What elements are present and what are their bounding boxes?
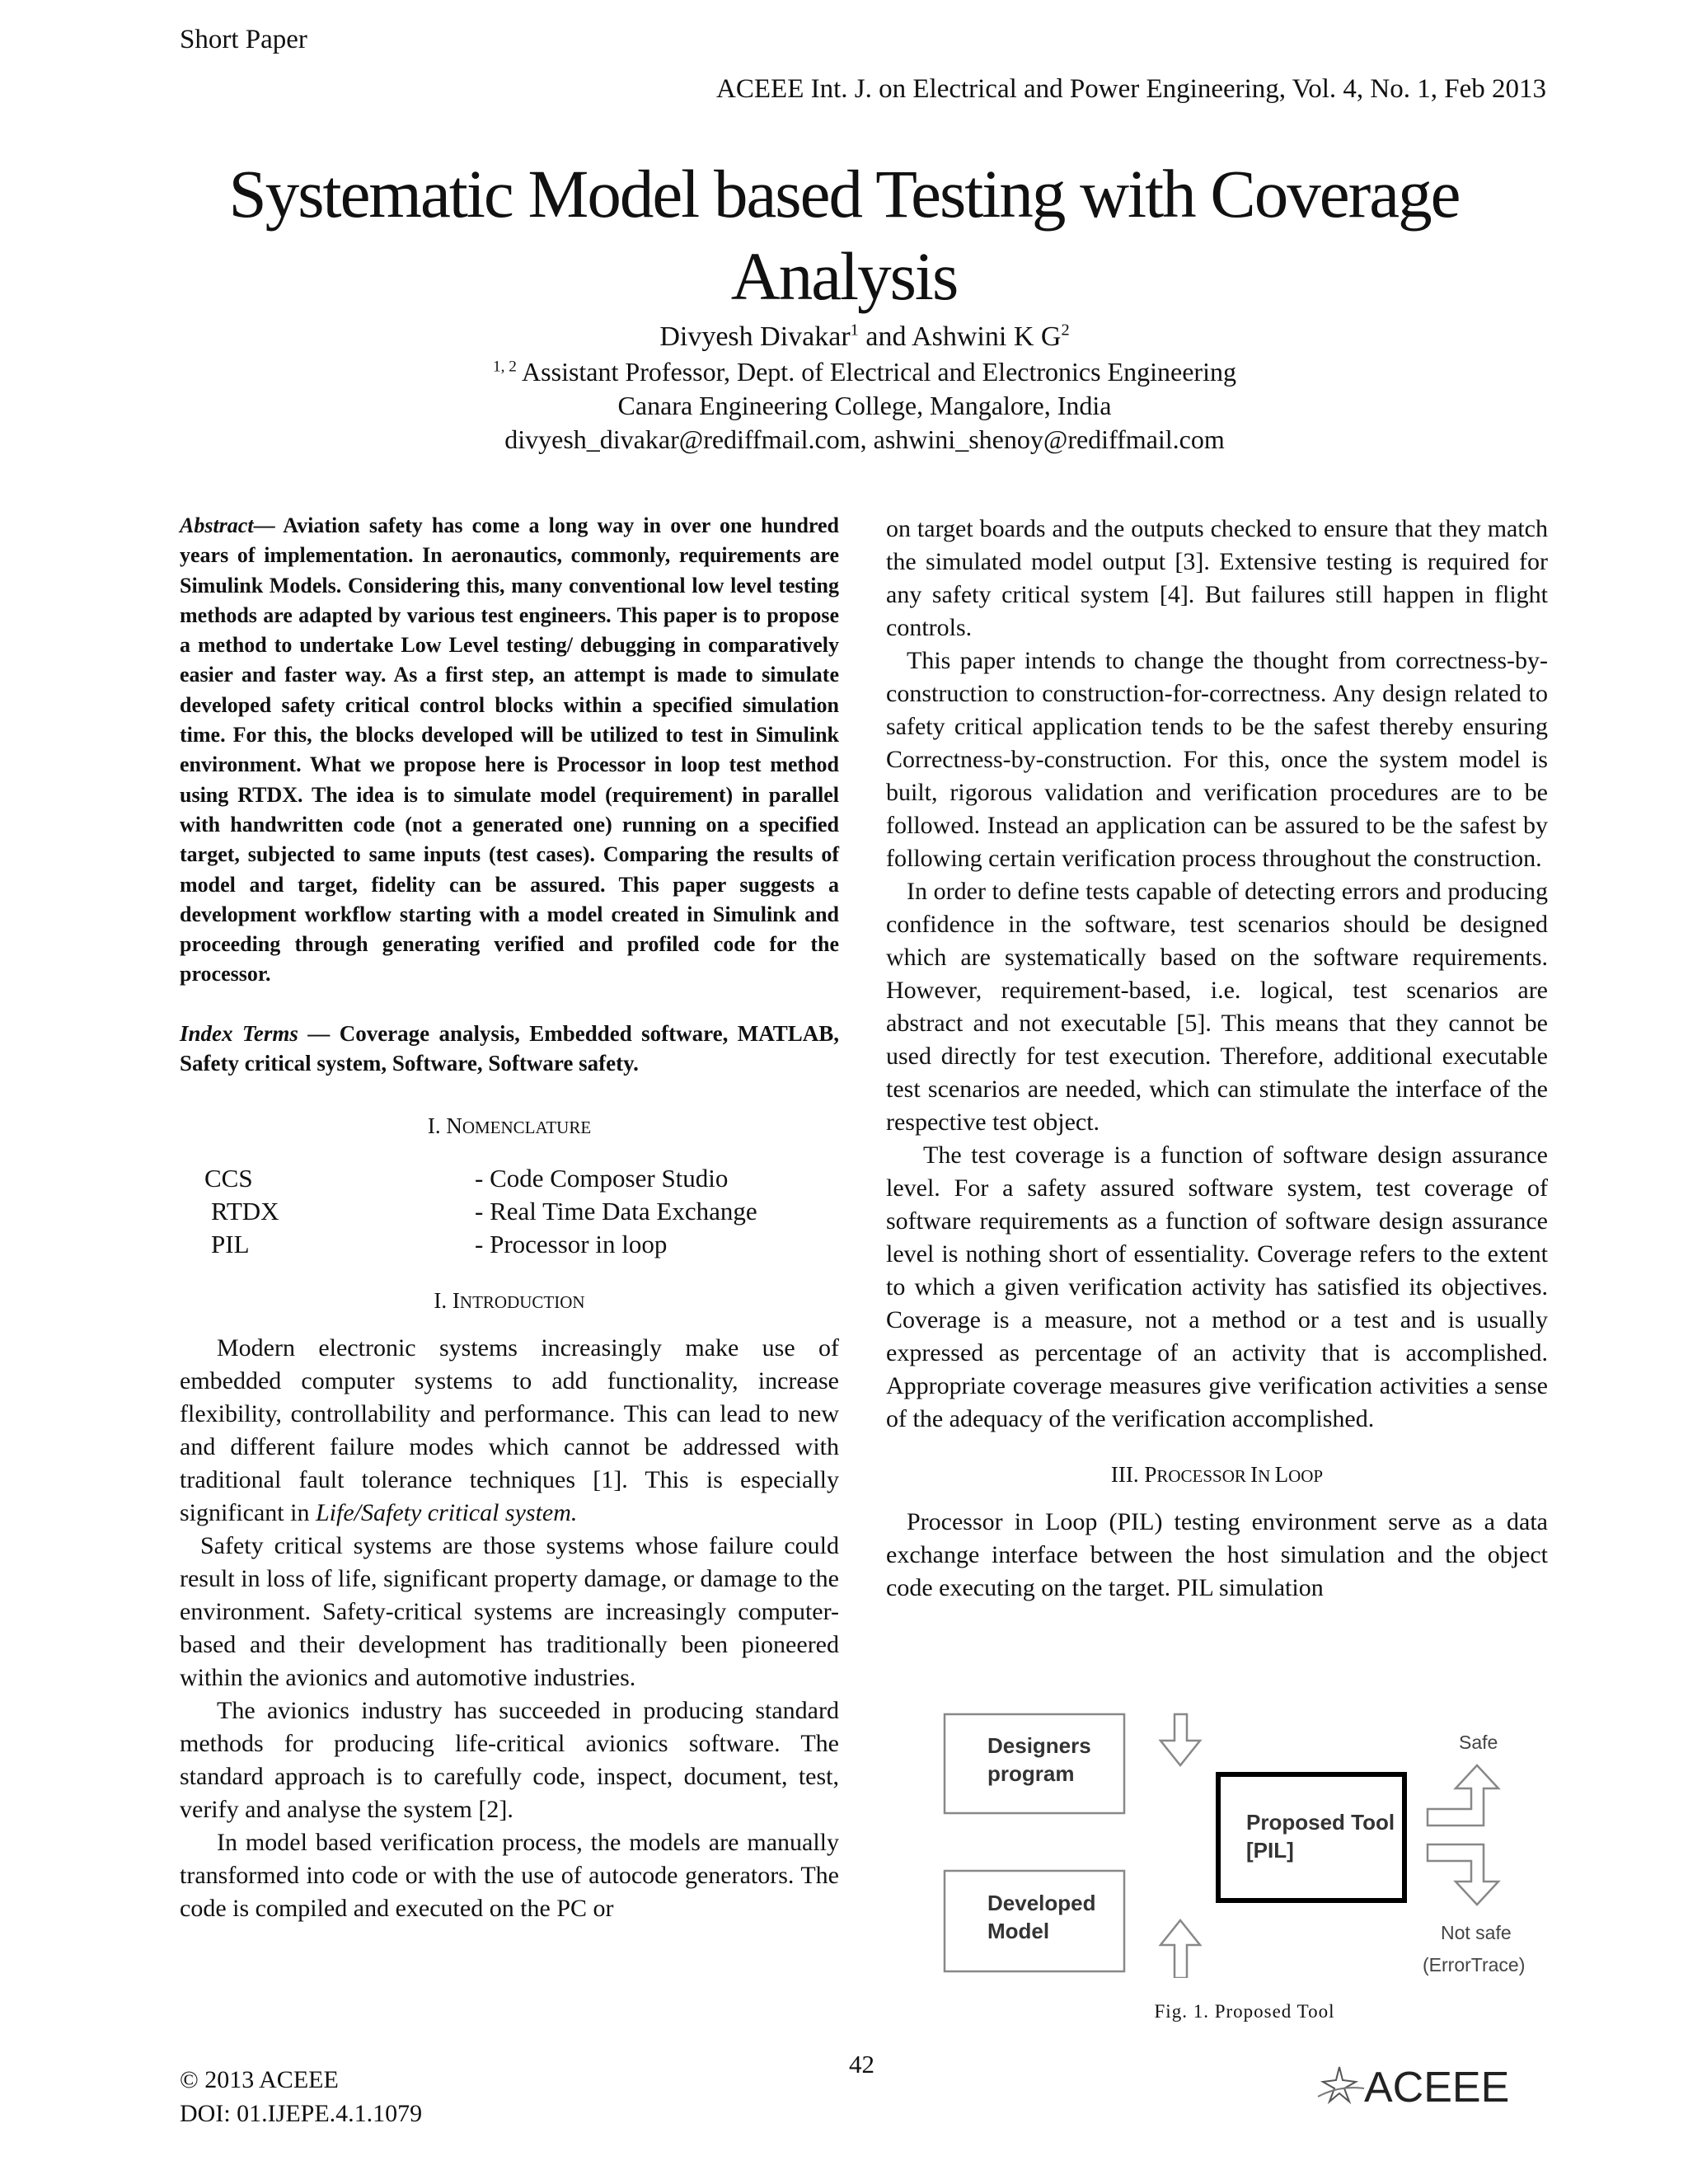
body-paragraph-1: on target boards and the outputs checked to ensure that they match the simulated model output [3]. Extensive testing is required for any safety critical system [4]. But failures still happen in flight controls. (886, 515, 1548, 641)
title-line-1: Systematic Model based Testing with Coverage (228, 156, 1460, 232)
page-number: 42 (849, 2050, 874, 2079)
section-heading-introduction: I. INTRODUCTION (434, 1287, 585, 1313)
right-column (886, 513, 1548, 1605)
figure-caption: Fig. 1. Proposed Tool (1154, 2001, 1335, 2022)
left-column (180, 511, 839, 1925)
section-heading-nomenclature: I. NOMENCLATURE (427, 1113, 592, 1138)
safe-arrow-icon (1428, 1765, 1498, 1825)
nomenclature-row: PIL - Processor in loop (211, 1229, 668, 1258)
proposed-tool-figure (940, 1706, 1550, 1978)
author-1: Divyesh Divakar (659, 321, 851, 352)
nomenclature-list (180, 1162, 839, 1262)
designers-label: Designers (987, 1733, 1091, 1758)
intro-paragraph-1: Modern electronic systems increasingly make use of embedded computer systems to add functionality, increase flexibility, controllability and performance. This can lead to new and different failure modes which cannot be addressed with traditional fault tolerance techniques [1]. This is especially significant in Life/Safety critical system. (180, 1333, 839, 1526)
body-paragraph-3: In order to define tests capable of detecting errors and producing confidence in the software, test scenarios should be designed which are systematically based on the software requirements. However, requirement-based, i.e. logical, test scenarios are abstract and not executable [5]. This means that they cannot be used directly for test execution. Therefore, additional executable test scenarios are needed, which can stimulate the interface of the respective test object. (886, 878, 1548, 1136)
pil-paragraph-1: Processor in Loop (PIL) testing environment serve as a data exchange interface between the host simulation and the object code executing on the target. PIL simulation (886, 1508, 1548, 1601)
not-safe-label: Not safe (1441, 1922, 1512, 1943)
intro-paragraph-2: Safety critical systems are those systems whose failure could result in loss of life, significant property damage, or damage to the environment. Safety-critical systems are increasingly computer-based and their development has traditionally been pioneered within the avionics and automotive industries. (180, 1531, 839, 1691)
index-terms (180, 1019, 839, 1079)
error-trace-label: (ErrorTrace) (1423, 1954, 1526, 1975)
author-names: Divyesh Divakar$^1$ and Ashwini K $G^2$ (659, 321, 1070, 352)
abstract: Abstract— Aviation safety has come a long way in over one hundred years of implementation. In aeronautics, commonly, requirements are Simulink Models. Considering this, many conventional low level testing methods are adapted by various test engineers. This paper is to propose a method to undertake Low Level testing/ debugging in comparatively easier and faster way. As a first step, an attempt is made to simulate developed safety critical control blocks within a specified simulation time. For this, the blocks developed will be utilized to test in Simulink environment. What we propose here is Processor in loop test method using RTDX. The idea is to simulate model (requirement) in parallel with handwritten code (not a generated one) running on a specified target, subjected to same inputs (test cases). Comparing the results of model and target, fidelity can be assured. This paper suggests a development workflow starting with a model created in Simulink and proceeding through generating verified and profiled code for the processor. (180, 513, 839, 987)
running-header-journal: ACEEE Int. J. on Electrical and Power Engineering, Vol. 4, No. 1, Feb 2013 (716, 74, 1546, 104)
star-icon (1323, 2067, 1356, 2102)
index-terms-text: — Coverage analysis, Embedded software, MATLAB, Safety critical system, Software, Software safety. (180, 1020, 839, 1076)
nomenclature-row: CCS - Code Composer Studio (204, 1163, 729, 1193)
aceee-logo (1315, 2060, 1550, 2110)
aceee-logo-text: ACEEE (1364, 2064, 1510, 2110)
abstract-text: Aviation safety has come a long way in over one hundred years of implementation. In aeronautics, commonly, requirements are Simulink Models. Considering this, many conventional low level testing methods are adapted by various test engineers. This paper is to propose a method to undertake Low Level testing/ debugging in comparatively easier and faster way. As a first step, an attempt is made to simulate developed safety critical control blocks within a specified simulation time. For this, the blocks developed will be utilized to test in Simulink environment. What we propose here is Processor in loop test method using RTDX. The idea is to simulate model (requirement) in parallel with handwritten code (not a generated one) running on a specified target, subjected to same inputs (test cases). Comparing the results of model and target, fidelity can be assured. This paper suggests a development workflow starting with a model created in Simulink and proceeding through generating verified and profiled code for the processor. (180, 513, 839, 987)
pil-label: [PIL] (1246, 1838, 1294, 1863)
safe-label: Safe (1459, 1732, 1498, 1753)
doi: DOI: 01.IJEPE.4.1.1079 (180, 2100, 423, 2127)
title-line-2: Analysis (730, 238, 958, 314)
copyright: © 2013 ACEEE (180, 2066, 339, 2093)
arrow-up-icon (1160, 1920, 1200, 1978)
author-emails: divyesh_divakar@rediffmail.com, ashwini_shenoy@rediffmail.com (504, 424, 1225, 454)
author-2: Ashwini K G (912, 321, 1062, 352)
arrow-down-icon (1160, 1714, 1200, 1765)
affiliation: $^{1, 2}$ Assistant Professor, Dept. of Electrical and Electronics Engineering (493, 357, 1236, 387)
program-label: program (987, 1761, 1075, 1786)
body-paragraph-4: The test coverage is a function of software design assurance level. For a safety assured software system, test coverage of software requirements as a function of software design assurance level is nothing short of essentiality. Coverage refers to the extent to which a given verification activity has satisfied its objectives. Coverage is a measure, not a method or a test and is usually expressed as percentage of an activity that is accomplished. Appropriate coverage measures give verification activities a sense of the adequacy of the verification accomplished. (886, 1141, 1548, 1432)
index-terms-label: Index Terms (180, 1020, 298, 1046)
proposed-tool-label: Proposed Tool (1246, 1810, 1395, 1835)
nomenclature-row: RTDX - Real Time Data Exchange (211, 1196, 757, 1226)
model-label: Model (987, 1919, 1050, 1943)
body-paragraph-2: This paper intends to change the thought from correctness-by-construction to construction-for-correctness. Any design related to safety critical application tends to be the safest thereby ensuring Correctness-by-construction. For this, once the system model is built, rigorous validation and verification procedures are to be followed. Instead an application can be assured to be the safest by following certain verification process throughout the construction. (886, 647, 1548, 872)
not-safe-arrow-icon (1428, 1844, 1498, 1905)
paper-title (0, 152, 1688, 317)
running-header-short-paper: Short Paper (180, 25, 307, 54)
intro-paragraph-4: In model based verification process, the models are manually transformed into code or with the use of autocode generators. The code is compiled and executed on the PC or (180, 1828, 839, 1922)
section-heading-processor-in-loop: III. PROCESSOR IN LOOP (1110, 1462, 1324, 1487)
intro-paragraph-3: The avionics industry has succeeded in producing standard methods for producing life-critical avionics software. The standard approach is to carefully code, inspect, document, test, verify and analyse the system [2]. (180, 1696, 839, 1823)
college: Canara Engineering College, Mangalore, India (617, 391, 1112, 420)
abstract-label: Abstract (180, 513, 254, 537)
developed-label: Developed (987, 1891, 1096, 1915)
